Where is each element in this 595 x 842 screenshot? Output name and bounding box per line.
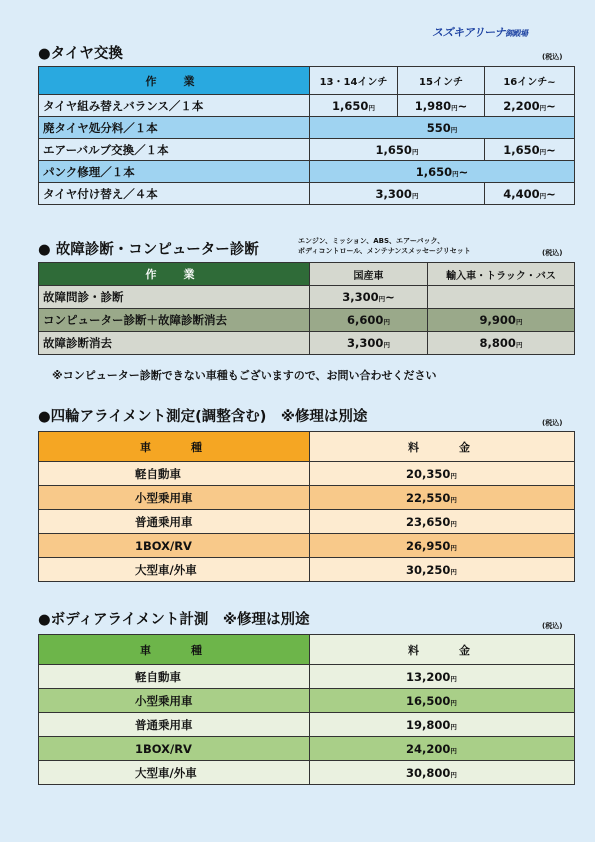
body-row-label: 大型車/外車 bbox=[39, 761, 310, 785]
body-header-vehicle: 車 種 bbox=[39, 635, 310, 665]
price-cell: 2,200円~ bbox=[485, 95, 575, 117]
price-cell: 1,650円 bbox=[310, 139, 485, 161]
diag-row-label: 故障診断消去 bbox=[39, 332, 310, 355]
tire-header-15: 15インチ bbox=[398, 67, 485, 95]
yen-unit: 円 bbox=[452, 169, 459, 178]
body-row-label: 軽自動車 bbox=[39, 665, 310, 689]
price-cell: 1,650円 bbox=[310, 95, 398, 117]
yen-unit: 円 bbox=[383, 318, 390, 326]
align-section-title: ●四輪アライメント測定(調整含む) ※修理は別途 bbox=[38, 409, 368, 425]
yen-unit: 円 bbox=[451, 103, 458, 112]
yen-unit: 円 bbox=[450, 125, 458, 134]
yen-unit: 円 bbox=[368, 103, 375, 112]
align-row-label: 軽自動車 bbox=[39, 462, 310, 486]
logo-brand: スズキアリーナ bbox=[432, 26, 506, 39]
yen-unit: 円 bbox=[450, 722, 457, 731]
align-row-label: 小型乗用車 bbox=[39, 486, 310, 510]
price-cell: 19,800円 bbox=[310, 713, 575, 737]
tire-row-label: エアーバルブ交換／１本 bbox=[39, 139, 310, 161]
align-header-vehicle: 車 種 bbox=[39, 432, 310, 462]
yen-unit: 円 bbox=[515, 318, 523, 326]
diag-header-domestic: 国産車 bbox=[310, 263, 428, 286]
yen-unit: 円 bbox=[450, 567, 457, 576]
align-header-price: 料 金 bbox=[310, 432, 575, 462]
price-cell: 3,300円~ bbox=[310, 286, 428, 309]
tire-row-label: タイヤ組み替えバランス／１本 bbox=[39, 95, 310, 117]
tire-section-title: ●タイヤ交換 bbox=[38, 46, 123, 62]
body-header-price: 料 金 bbox=[310, 635, 575, 665]
price-cell: 30,250円 bbox=[310, 558, 575, 582]
align-tax-note: (税込) bbox=[542, 419, 563, 427]
diag-header-import: 輸入車・トラック・バス bbox=[428, 263, 575, 286]
align-row-label: 大型車/外車 bbox=[39, 558, 310, 582]
price-cell: 6,600円 bbox=[310, 309, 428, 332]
tire-tax-note: (税込) bbox=[542, 53, 563, 61]
diag-price-table bbox=[38, 262, 575, 355]
price-cell: 550円 bbox=[310, 117, 575, 139]
diag-subtitle-line1: エンジン、ミッション、ABS、エアーバック、 bbox=[298, 237, 445, 245]
yen-unit: 円 bbox=[450, 519, 457, 528]
yen-unit: 円 bbox=[450, 674, 457, 683]
tire-row-label: 廃タイヤ処分料／１本 bbox=[39, 117, 310, 139]
price-cell: 22,550円 bbox=[310, 486, 575, 510]
yen-unit: 円 bbox=[383, 341, 390, 349]
price-cell: 26,950円 bbox=[310, 534, 575, 558]
yen-unit: 円 bbox=[450, 471, 457, 480]
price-cell: 8,800円 bbox=[428, 332, 575, 355]
yen-unit: 円 bbox=[539, 147, 547, 156]
body-row-label: 普通乗用車 bbox=[39, 713, 310, 737]
price-cell: 1,650円~ bbox=[310, 161, 575, 183]
tire-row-label: タイヤ付け替え／４本 bbox=[39, 183, 310, 205]
diag-row-label: 故障問診・診断 bbox=[39, 286, 310, 309]
tire-row-label: パンク修理／１本 bbox=[39, 161, 310, 183]
logo-store: 御殿場 bbox=[505, 29, 528, 38]
diag-subtitle-line2: ボディコントロール、メンテナンスメッセージリセット bbox=[298, 247, 471, 255]
diag-tax-note: (税込) bbox=[542, 249, 563, 257]
diag-header-work: 作 業 bbox=[39, 263, 310, 286]
price-cell: 24,200円 bbox=[310, 737, 575, 761]
price-cell: 23,650円 bbox=[310, 510, 575, 534]
price-cell: 3,300円 bbox=[310, 332, 428, 355]
diag-footnote: ※コンピューター診断できない車種もございますので、お問い合わせください bbox=[52, 369, 437, 382]
tire-price-table bbox=[38, 66, 575, 205]
price-cell bbox=[428, 286, 575, 309]
yen-unit: 円 bbox=[539, 191, 547, 200]
align-price-table bbox=[38, 431, 575, 582]
price-cell: 30,800円 bbox=[310, 761, 575, 785]
price-cell: 4,400円~ bbox=[485, 183, 575, 205]
body-tax-note: (税込) bbox=[542, 622, 563, 630]
yen-unit: 円 bbox=[450, 770, 457, 779]
yen-unit: 円 bbox=[378, 295, 386, 303]
price-cell: 9,900円 bbox=[428, 309, 575, 332]
align-row-label: 普通乗用車 bbox=[39, 510, 310, 534]
body-row-label: 1BOX/RV bbox=[39, 737, 310, 761]
body-price-table bbox=[38, 634, 575, 785]
yen-unit: 円 bbox=[450, 698, 457, 707]
tire-header-work: 作 業 bbox=[39, 67, 310, 95]
price-cell: 1,980円~ bbox=[398, 95, 485, 117]
yen-unit: 円 bbox=[450, 495, 457, 504]
yen-unit: 円 bbox=[515, 341, 523, 349]
yen-unit: 円 bbox=[411, 147, 419, 156]
brand-logo bbox=[432, 24, 528, 40]
tire-header-1314: 13・14インチ bbox=[310, 67, 398, 95]
yen-unit: 円 bbox=[411, 191, 419, 200]
diag-subtitle bbox=[298, 236, 471, 256]
price-cell: 3,300円 bbox=[310, 183, 485, 205]
price-cell: 13,200円 bbox=[310, 665, 575, 689]
yen-unit: 円 bbox=[539, 103, 547, 112]
diag-row-label: コンピューター診断＋故障診断消去 bbox=[39, 309, 310, 332]
yen-unit: 円 bbox=[450, 746, 457, 755]
tire-header-16: 16インチ~ bbox=[485, 67, 575, 95]
body-section-title: ●ボディアライメント計測 ※修理は別途 bbox=[38, 612, 310, 628]
price-cell: 16,500円 bbox=[310, 689, 575, 713]
price-cell: 1,650円~ bbox=[485, 139, 575, 161]
yen-unit: 円 bbox=[450, 543, 457, 552]
diag-section-title: ● 故障診断・コンピューター診断 bbox=[38, 242, 259, 258]
price-cell: 20,350円 bbox=[310, 462, 575, 486]
body-row-label: 小型乗用車 bbox=[39, 689, 310, 713]
align-row-label: 1BOX/RV bbox=[39, 534, 310, 558]
